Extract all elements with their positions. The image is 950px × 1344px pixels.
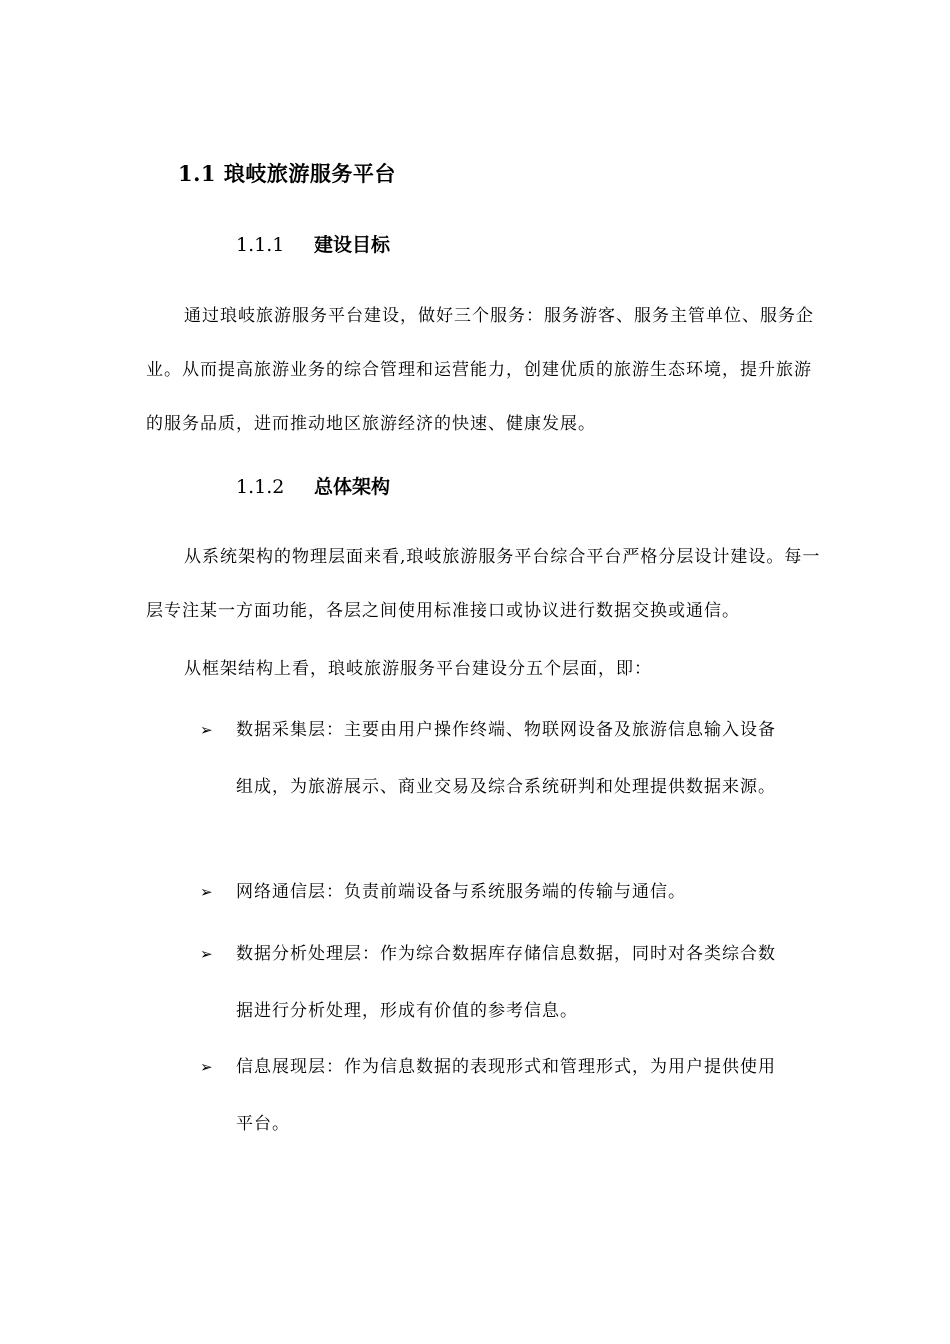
subsection-number: 1.1.1 bbox=[236, 234, 285, 256]
arrow-bullet-icon: ➢ bbox=[200, 721, 214, 739]
subsection-title: 总体架构 bbox=[314, 476, 391, 498]
subsection-title: 建设目标 bbox=[314, 234, 391, 256]
subsection-number: 1.1.2 bbox=[236, 476, 285, 498]
arrow-bullet-icon: ➢ bbox=[200, 883, 214, 901]
section-heading: 1.1 琅岐旅游服务平台 bbox=[178, 161, 396, 186]
list-item-text: 数据采集层：主要由用户操作终端、物联网设备及旅游信息输入设备组成，为旅游展示、商业交易及综合系统研判和处理提供数据来源。 bbox=[236, 720, 776, 797]
arrow-bullet-icon: ➢ bbox=[200, 1058, 214, 1076]
architecture-paragraph-2: 从框架结构上看，琅岐旅游服务平台建设分五个层面，即： bbox=[184, 659, 652, 679]
list-item-text: 网络通信层：负责前端设备与系统服务端的传输与通信。 bbox=[236, 882, 686, 902]
list-item-text: 数据分析处理层：作为综合数据库存储信息数据，同时对各类综合数据进行分析处理，形成有价值的参考信息。 bbox=[236, 944, 776, 1021]
list-item bbox=[200, 702, 800, 816]
goal-paragraph: 通过琅岐旅游服务平台建设，做好三个服务：服务游客、服务主管单位、服务企业。从而提高旅游业务的综合管理和运营能力，创建优质的旅游生态环境，提升旅游的服务品质，进而推动地区旅游经济的快速、健康发展。 bbox=[146, 306, 814, 434]
list-item-text: 信息展现层：作为信息数据的表现形式和管理形式，为用户提供使用平台。 bbox=[236, 1057, 776, 1134]
list-item bbox=[200, 1039, 800, 1153]
architecture-paragraph-1: 从系统架构的物理层面来看,琅岐旅游服务平台综合平台严格分层设计建设。每一层专注某一方面功能，各层之间使用标准接口或协议进行数据交换或通信。 bbox=[146, 547, 821, 621]
list-item bbox=[200, 926, 800, 1040]
arrow-bullet-icon: ➢ bbox=[200, 945, 214, 963]
subsection-heading-goal bbox=[236, 230, 390, 257]
subsection-heading-architecture bbox=[236, 472, 390, 499]
list-item bbox=[200, 864, 800, 921]
